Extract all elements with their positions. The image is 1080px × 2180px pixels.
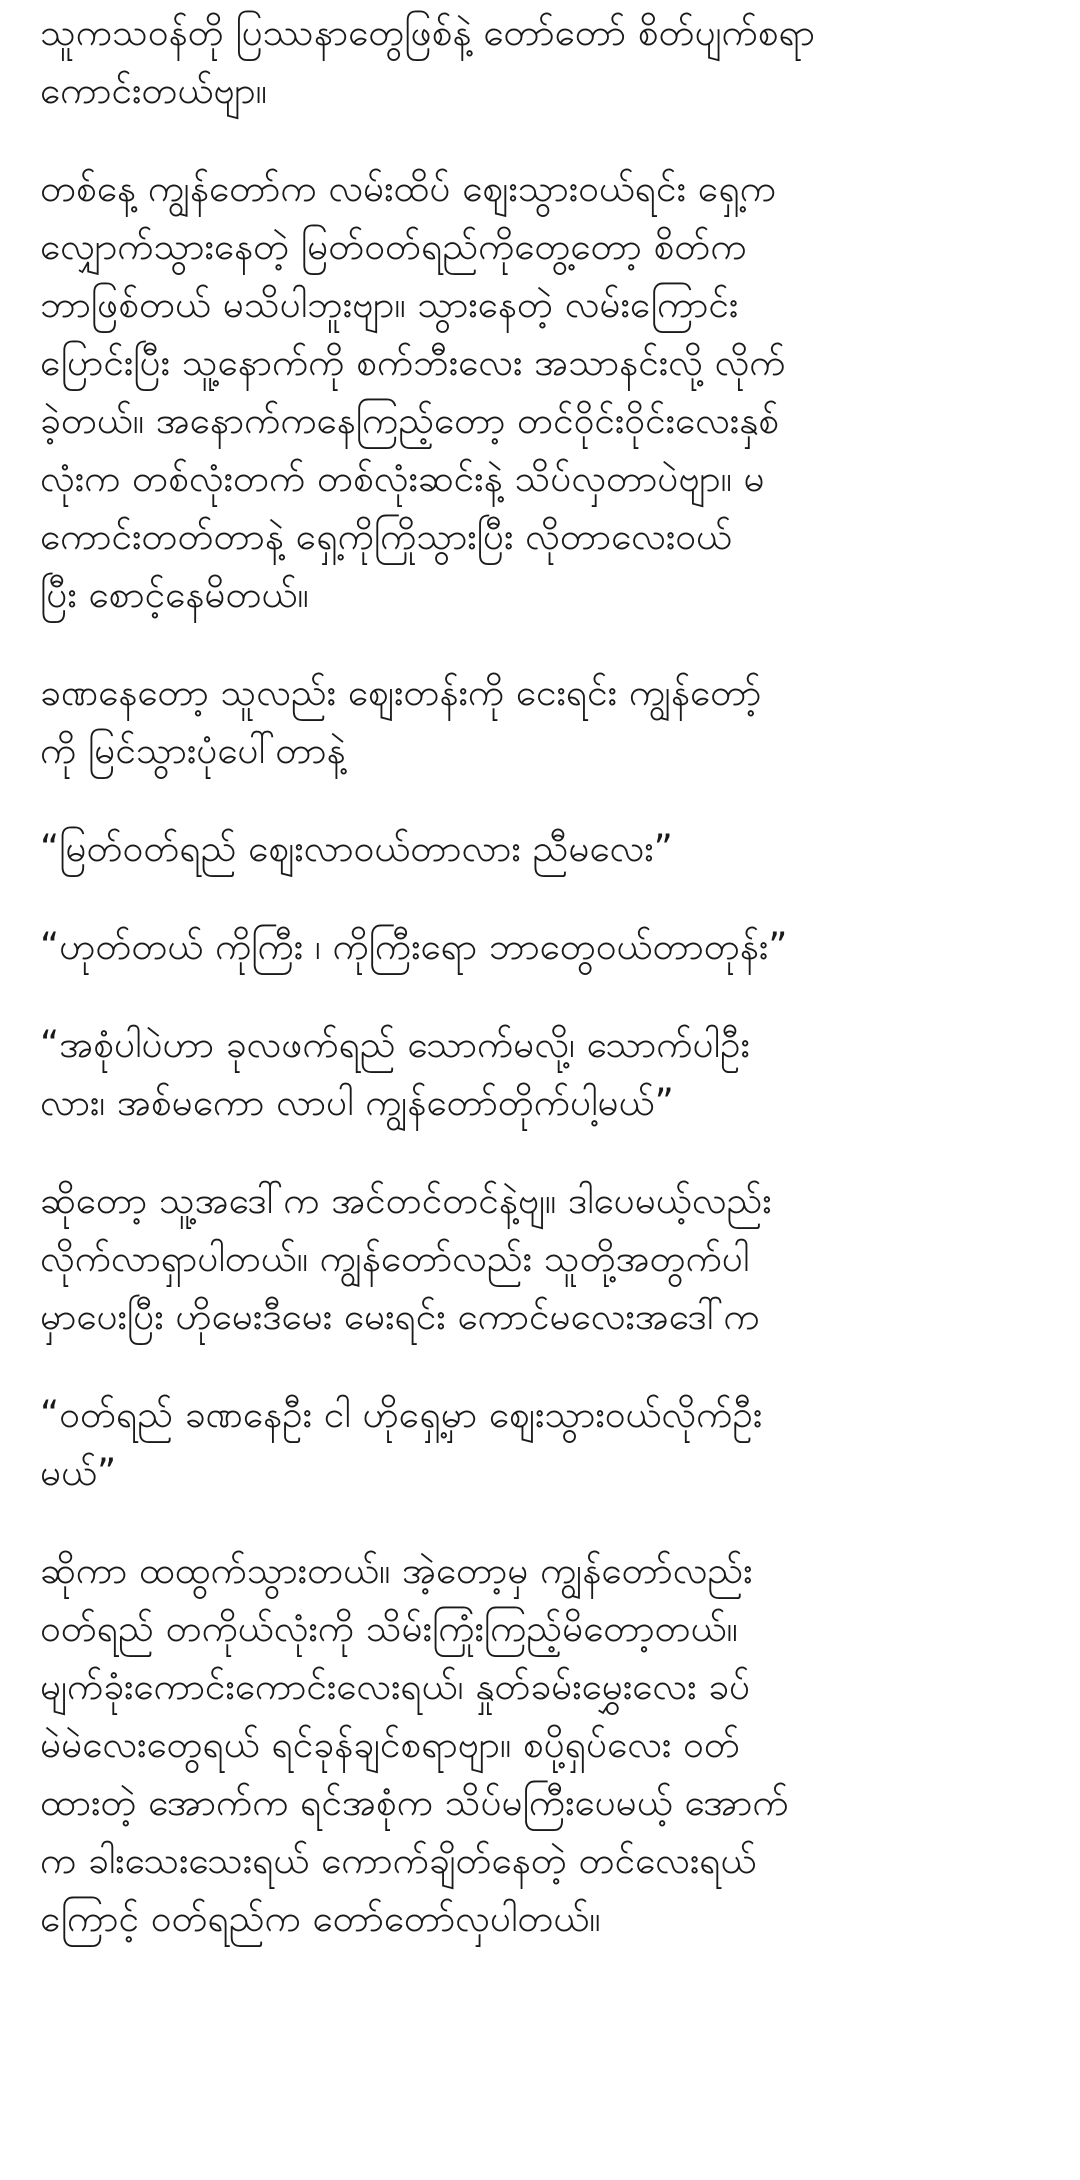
text-line: ဆိုတော့ သူ့အဒေါ်က အင်တင်တင်နဲ့ဗျ။ ဒါပေမယ့်လည်း bbox=[40, 1179, 772, 1222]
paragraph-gap bbox=[40, 780, 1050, 820]
text-line: “ဟုတ်တယ် ကိုကြီး ၊ ကိုကြီးရော ဘာတွေဝယ်တာတုန်း” bbox=[40, 925, 788, 968]
text-line: က ခါးသေးသေးရယ် ကောက်ချိတ်နေတဲ့ တင်လေးရယ် bbox=[40, 1839, 757, 1882]
paragraph-gap bbox=[40, 120, 1050, 160]
text-line: ထားတဲ့ အောက်က ရင်အစုံက သိပ်မကြီးပေမယ့် အောက် bbox=[40, 1781, 789, 1824]
text-line: တစ်နေ့ ကျွန်တော်က လမ်းထိပ် ဈေးသွားဝယ်ရင်း ရှေ့က bbox=[40, 167, 776, 210]
paragraph-1 bbox=[40, 4, 1050, 120]
text-line: “ဝတ်ရည် ခဏနေဦး ငါ ဟိုရှေ့မှာ ဈေးသွားဝယ်လိုက်ဦး bbox=[40, 1393, 763, 1436]
paragraph-gap bbox=[40, 1346, 1050, 1386]
paragraph-gap bbox=[40, 1132, 1050, 1172]
text-line: မှာပေးပြီး ဟိုမေးဒီမေး မေးရင်း ကောင်မလေးအဒေါ်က bbox=[40, 1295, 760, 1338]
text-line: ကောင်းတယ်ဗျာ။ bbox=[40, 69, 267, 112]
paragraph-gap bbox=[40, 624, 1050, 664]
dialogue-3 bbox=[40, 1016, 1050, 1132]
text-line: ကောင်းတတ်တာနဲ့ ရှေ့ကိုကြိုသွားပြီး လိုတာလေးဝယ် bbox=[40, 515, 732, 558]
text-line: ကြောင့် ဝတ်ရည်က တော်တော်လှပါတယ်။ bbox=[40, 1897, 601, 1940]
text-line: မယ်” bbox=[40, 1451, 117, 1494]
dialogue-4 bbox=[40, 1386, 1050, 1502]
text-line: လျှောက်သွားနေတဲ့ မြတ်ဝတ်ရည်ကိုတွေ့တော့ စိတ်က bbox=[40, 225, 747, 268]
dialogue-1 bbox=[40, 820, 1050, 878]
text-line: သူကသဝန်တို ပြဿနာတွေဖြစ်နဲ့ တော်တော် စိတ်ပျက်စရာ bbox=[40, 11, 815, 54]
text-line: “အစုံပါပဲဟာ ခုလဖက်ရည် သောက်မလို့၊ သောက်ပါဦး bbox=[40, 1023, 750, 1066]
text-line: “မြတ်ဝတ်ရည် ဈေးလာဝယ်တာလား ညီမလေး” bbox=[40, 827, 673, 870]
paragraph-gap bbox=[40, 976, 1050, 1016]
paragraph-5 bbox=[40, 1542, 1050, 1948]
text-line: ပြောင်းပြီး သူ့နောက်ကို စက်ဘီးလေး အသာနင်းလို့ လိုက် bbox=[40, 341, 786, 384]
dialogue-2 bbox=[40, 918, 1050, 976]
paragraph-gap bbox=[40, 878, 1050, 918]
text-line: ပြီး စောင့်နေမိတယ်။ bbox=[40, 573, 309, 616]
paragraph-gap bbox=[40, 1502, 1050, 1542]
text-line: လိုက်လာရှာပါတယ်။ ကျွန်တော်လည်း သူတို့အတွက်ပါ bbox=[40, 1237, 750, 1280]
text-line: လုံးက တစ်လုံးတက် တစ်လုံးဆင်းနဲ့ သိပ်လှတာပဲဗျာ။ မ bbox=[40, 457, 765, 500]
text-line: ခဲ့တယ်။ အနောက်ကနေကြည့်တော့ တင်ဝိုင်းဝိုင်းလေးနှစ် bbox=[40, 399, 780, 442]
text-line: လား၊ အစ်မကော လာပါ ကျွန်တော်တိုက်ပါ့မယ်” bbox=[40, 1081, 674, 1124]
paragraph-3 bbox=[40, 664, 1050, 780]
text-line: ဝတ်ရည် တကိုယ်လုံးကို သိမ်းကြုံးကြည့်မိတော့တယ်။ bbox=[40, 1607, 738, 1650]
text-line: ဘာဖြစ်တယ် မသိပါဘူးဗျာ။ သွားနေတဲ့ လမ်းကြောင်း bbox=[40, 283, 739, 326]
text-line: ဆိုကာ ထထွက်သွားတယ်။ အဲ့တော့မှ ကျွန်တော်လည်း bbox=[40, 1549, 753, 1592]
text-line: ခဏနေတော့ သူလည်း ဈေးတန်းကို ငေးရင်း ကျွန်တော့် bbox=[40, 671, 762, 714]
text-line: မဲမဲလေးတွေရယ် ရင်ခုန်ချင်စရာဗျာ။ စပို့ရှပ်လေး ဝတ် bbox=[40, 1723, 740, 1766]
text-line: ကို မြင်သွားပုံပေါ်တာနဲ့ bbox=[40, 729, 346, 772]
paragraph-2 bbox=[40, 160, 1050, 624]
text-line: မျက်ခုံးကောင်းကောင်းလေးရယ်၊ နှုတ်ခမ်းမွှေးလေး ခပ် bbox=[40, 1665, 751, 1708]
paragraph-4 bbox=[40, 1172, 1050, 1346]
